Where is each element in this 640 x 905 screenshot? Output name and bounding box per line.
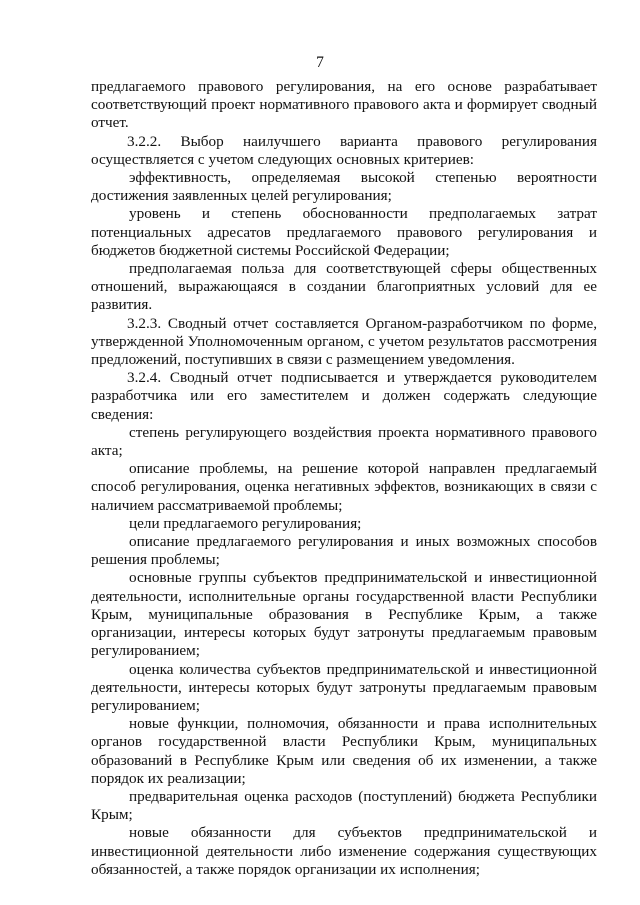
paragraph: новые функции, полномочия, обязанности и права исполнительных органов государственной власти Республики Крым, муниципальных образований в Республике Крым или сведения об их изменении, а также порядок их реализации; xyxy=(91,715,597,787)
paragraph: описание проблемы, на решение которой направлен предлагаемый способ регулирования, оценка негативных эффектов, возникающих в связи с наличием рассматриваемой проблемы; xyxy=(91,460,597,514)
page-number: 7 xyxy=(316,54,324,71)
paragraph: основные группы субъектов предпринимательской и инвестиционной деятельности, исполнительные органы государственной власти Республики Крым, муниципальные образования в Республике Крым, а также организации, интересы которых будут затронуты предлагаемым правовым регулированием; xyxy=(91,569,597,660)
paragraph: 3.2.4. Сводный отчет подписывается и утверждается руководителем разработчика или его заместителем и должен содержать следующие сведения: xyxy=(91,369,597,423)
paragraph: 3.2.3. Сводный отчет составляется Органом-разработчиком по форме, утвержденной Уполномоченным органом, с учетом результатов рассмотрения предложений, поступивших в связи с размещением уведомления. xyxy=(91,314,597,369)
paragraph: эффективность, определяемая высокой степенью вероятности достижения заявленных целей регулирования; xyxy=(91,169,597,205)
paragraph: уровень и степень обоснованности предполагаемых затрат потенциальных адресатов предлагаемого правового регулирования и бюджетов бюджетной системы Российской Федерации; xyxy=(91,205,597,259)
paragraph: новые обязанности для субъектов предпринимательской и инвестиционной деятельности либо изменение содержания существующих обязанностей, а также порядок организации их исполнения; xyxy=(91,824,597,878)
paragraph: оценка количества субъектов предпринимательской и инвестиционной деятельности, интересы которых будут затронуты предлагаемым правовым регулированием; xyxy=(91,660,597,714)
paragraph: описание предлагаемого регулирования и иных возможных способов решения проблемы; xyxy=(91,533,597,569)
paragraph: предполагаемая польза для соответствующей сферы общественных отношений, выражающаяся в создании благоприятных условий для ее развития. xyxy=(91,260,597,314)
paragraph: цели предлагаемого регулирования; xyxy=(129,514,362,532)
paragraph: степень регулирующего воздействия проекта нормативного правового акта; xyxy=(91,423,597,460)
paragraph: предварительная оценка расходов (поступлений) бюджета Республики Крым; xyxy=(91,787,597,824)
paragraph: 3.2.2. Выбор наилучшего варианта правового регулирования осуществляется с учетом следующих основных критериев: xyxy=(91,132,597,168)
paragraph: предлагаемого правового регулирования, на его основе разрабатывает соответствующий проект нормативного правового акта и формирует сводный отчет. xyxy=(91,78,597,132)
document-body xyxy=(91,78,597,879)
